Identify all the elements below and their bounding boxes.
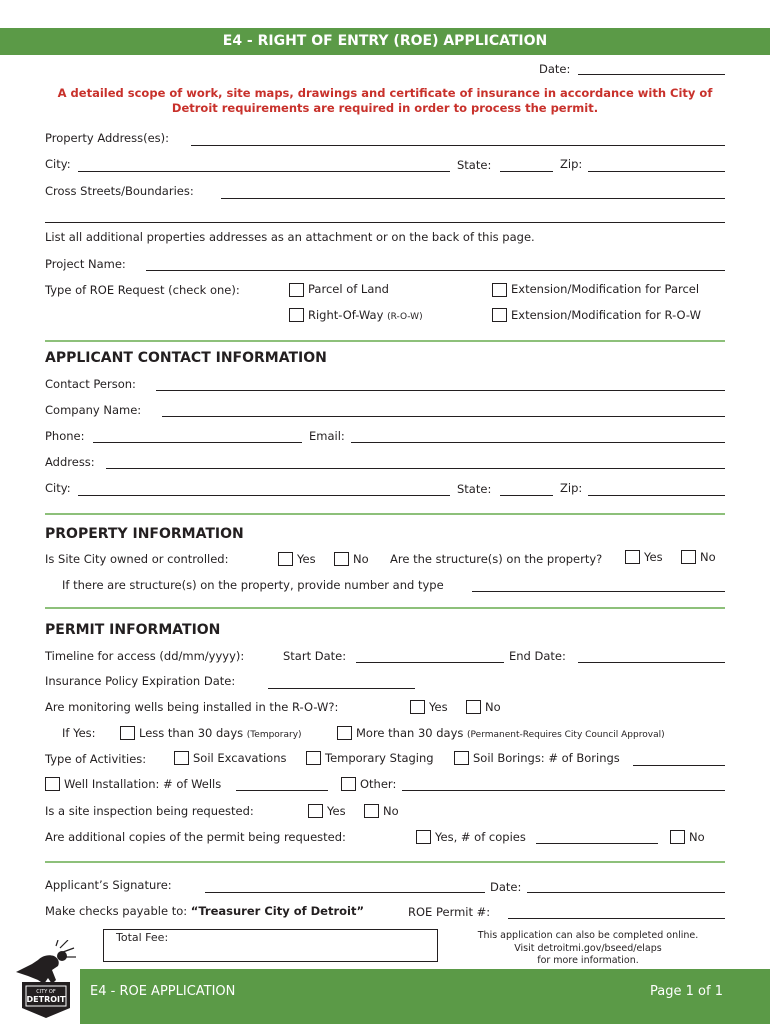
city-owned-label: Is Site City owned or controlled: [45,552,229,566]
online-note: This application can also be completed online. Visit detroitmi.gov/bseed/elaps for more information. [477,930,699,966]
structures-detail-field[interactable] [472,591,725,592]
city-field[interactable] [78,171,450,172]
applicant-city-label: City: [45,481,71,495]
applicant-zip-field[interactable] [588,495,725,496]
project-name-field[interactable] [146,270,725,271]
structures-no-checkbox[interactable] [681,550,696,564]
inspection-label: Is a site inspection being requested: [45,804,254,818]
start-date-field[interactable] [356,662,504,663]
row-label: Right-Of-Way (R-O-W) [308,308,423,322]
temp-staging-checkbox[interactable] [306,751,321,765]
roe-permit-field[interactable] [508,918,725,919]
inspection-no-label: No [383,804,399,818]
email-field[interactable] [351,442,725,443]
applicant-state-label: State: [457,482,492,496]
ext-row-checkbox[interactable] [492,308,507,322]
wells-yes-checkbox[interactable] [410,700,425,714]
structures-yes-checkbox[interactable] [625,550,640,564]
end-date-label: End Date: [509,649,566,663]
wells-no-checkbox[interactable] [466,700,481,714]
svg-text:DETROIT: DETROIT [26,995,66,1004]
copies-yes-label: Yes, # of copies [435,830,526,844]
state-label: State: [457,158,492,172]
property-address-field[interactable] [191,145,725,146]
zip-label: Zip: [560,157,583,171]
applicant-zip-label: Zip: [560,481,583,495]
checks-payable-label: Make checks payable to: “Treasurer City of Detroit” [45,904,365,918]
phone-label: Phone: [45,429,85,443]
less-30-label: Less than 30 days (Temporary) [139,726,302,740]
section-divider [45,607,725,609]
section-divider [45,861,725,863]
requirements-notice: A detailed scope of work, site maps, drawings and certificate of insurance in accordance with City of Detroit requirements are required in order to process the permit. [57,86,713,115]
roe-type-label: Type of ROE Request (check one): [45,283,240,297]
total-fee-box[interactable] [103,929,438,962]
contact-person-label: Contact Person: [45,377,136,391]
company-name-label: Company Name: [45,403,142,417]
svg-text:CITY OF: CITY OF [36,989,56,995]
ext-parcel-checkbox[interactable] [492,283,507,297]
soil-borings-checkbox[interactable] [454,751,469,765]
more-30-checkbox[interactable] [337,726,352,740]
city-owned-yes-checkbox[interactable] [278,552,293,566]
cross-streets-field[interactable] [221,198,725,199]
soil-borings-label: Soil Borings: # of Borings [473,751,620,765]
wells-label: Are monitoring wells being installed in the R-O-W?: [45,700,339,714]
structures-no-label: No [700,550,716,564]
inspection-yes-checkbox[interactable] [308,804,323,818]
applicant-heading: APPLICANT CONTACT INFORMATION [45,350,327,366]
more-30-label: More than 30 days (Permanent-Requires City Council Approval) [356,726,665,740]
form-title: E4 - RIGHT OF ENTRY (ROE) APPLICATION [0,28,770,55]
activities-label: Type of Activities: [45,752,147,766]
total-fee-label: Total Fee: [116,931,169,944]
address-field[interactable] [106,468,725,469]
insurance-date-field[interactable] [268,688,415,689]
city-owned-no-label: No [353,552,369,566]
address-label: Address: [45,455,95,469]
well-install-checkbox[interactable] [45,777,60,791]
date-field[interactable] [578,74,725,75]
additional-properties-note: List all additional properties addresses as an attachment or on the back of this page. [45,230,535,244]
signature-label: Applicant’s Signature: [45,878,172,892]
other-field[interactable] [402,790,725,791]
footer-bar [80,969,770,1024]
wells-no-label: No [485,700,501,714]
zip-field[interactable] [588,171,725,172]
permit-heading: PERMIT INFORMATION [45,622,221,638]
date-label: Date: [539,62,571,76]
phone-field[interactable] [93,442,302,443]
property-address-label: Property Address(es): [45,131,170,145]
soil-excavations-checkbox[interactable] [174,751,189,765]
ext-parcel-label: Extension/Modification for Parcel [511,282,700,296]
soil-excavations-label: Soil Excavations [193,751,287,765]
inspection-yes-label: Yes [327,804,346,818]
parcel-checkbox[interactable] [289,283,304,297]
insurance-label: Insurance Policy Expiration Date: [45,674,236,688]
footer-form-name: E4 - ROE APPLICATION [90,984,236,999]
applicant-state-field[interactable] [500,495,553,496]
wells-yes-label: Yes [429,700,448,714]
state-field[interactable] [500,171,553,172]
city-owned-no-checkbox[interactable] [334,552,349,566]
if-yes-label: If Yes: [62,726,96,740]
row-checkbox[interactable] [289,308,304,322]
cross-streets-label: Cross Streets/Boundaries: [45,184,194,198]
city-owned-yes-label: Yes [297,552,316,566]
wells-count-field[interactable] [236,790,328,791]
city-label: City: [45,157,71,171]
well-install-label: Well Installation: # of Wells [64,777,222,791]
inspection-no-checkbox[interactable] [364,804,379,818]
applicant-city-field[interactable] [78,495,450,496]
structures-label: Are the structure(s) on the property? [390,552,603,566]
project-name-label: Project Name: [45,257,126,271]
contact-person-field[interactable] [156,390,725,391]
section-divider [45,513,725,515]
roe-permit-label: ROE Permit #: [408,905,491,919]
less-30-checkbox[interactable] [120,726,135,740]
structures-yes-label: Yes [644,550,663,564]
timeline-label: Timeline for access (dd/mm/yyyy): [45,649,245,663]
cross-streets-field-2[interactable] [45,222,725,223]
copies-yes-checkbox[interactable] [416,830,431,844]
parcel-label: Parcel of Land [308,282,389,296]
signature-date-label: Date: [490,880,522,894]
copies-no-checkbox[interactable] [670,830,685,844]
signature-field[interactable] [205,892,485,893]
temp-staging-label: Temporary Staging [325,751,434,765]
email-label: Email: [309,429,345,443]
start-date-label: Start Date: [283,649,347,663]
company-name-field[interactable] [162,416,725,417]
copies-count-field[interactable] [536,843,658,844]
borings-count-field[interactable] [633,765,725,766]
other-checkbox[interactable] [341,777,356,791]
copies-no-label: No [689,830,705,844]
structures-detail-label: If there are structure(s) on the property, provide number and type [62,578,444,592]
payee-name: “Treasurer City of Detroit” [190,904,365,918]
copies-label: Are additional copies of the permit being requested: [45,830,346,844]
footer-page-number: Page 1 of 1 [650,984,723,999]
section-divider [45,340,725,342]
property-heading: PROPERTY INFORMATION [45,526,244,542]
ext-row-label: Extension/Modification for R-O-W [511,308,701,322]
other-label: Other: [360,777,397,791]
signature-date-field[interactable] [527,892,725,893]
city-of-detroit-logo [8,940,80,1020]
end-date-field[interactable] [578,662,725,663]
